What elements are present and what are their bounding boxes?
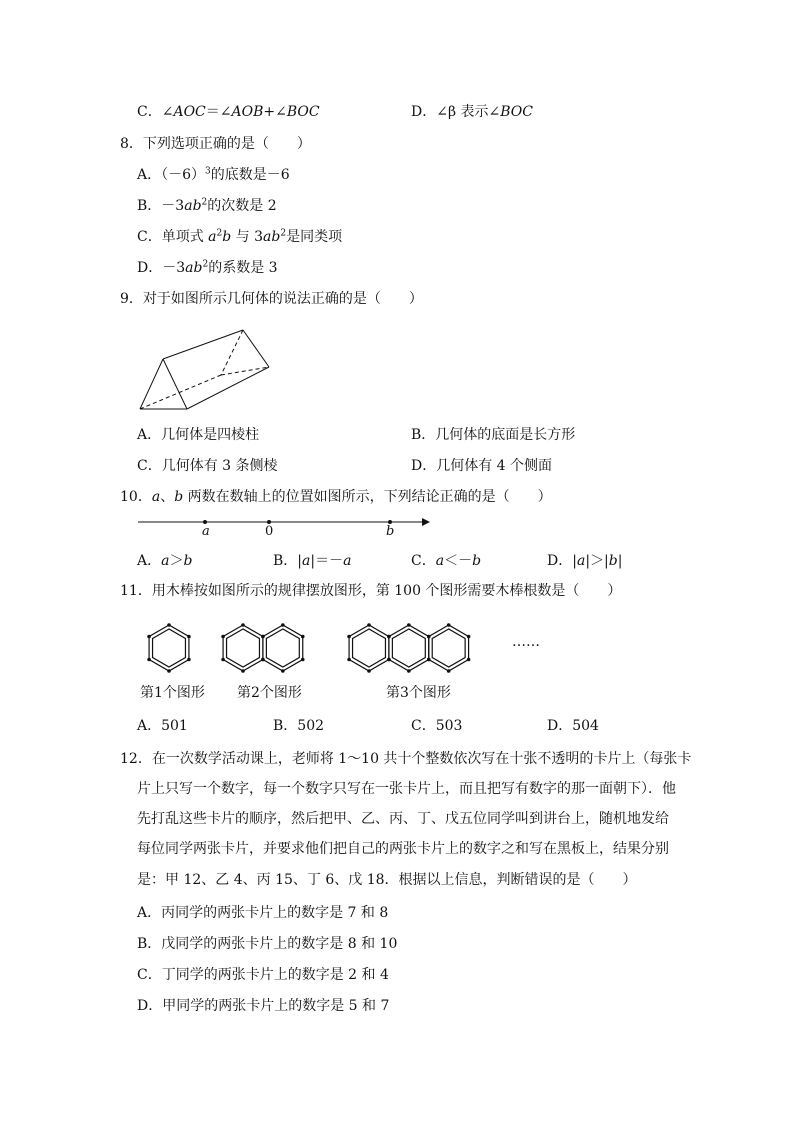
q11-option-d: D．504 — [547, 718, 599, 734]
pattern-ellipsis: …… — [512, 634, 540, 650]
q12-stem-line-2: 片上只写一个数字，每一个数字只写在一张卡片上，而且把写有数字的那一面朝下）．他 — [137, 781, 676, 797]
q9-option-a: A．几何体是四棱柱 — [137, 427, 260, 443]
q8-option-c: C．单项式 $a^2b$ 与 $3ab^2$是同类项 — [137, 228, 343, 245]
q10-option-c: C．a＜－b — [411, 553, 482, 569]
q12-stem-line-1: 12．在一次数学活动课上，老师将 1～10 共十个整数依次写在十张不透明的卡片上（每张卡 — [120, 751, 692, 767]
q12-option-d: D．甲同学的两张卡片上的数字是 5 和 7 — [137, 998, 390, 1014]
q12-stem-line-3: 先打乱这些卡片的顺序，然后把甲、乙、丙、丁、戊五位同学叫到讲台上，随机地发给 — [137, 811, 669, 827]
q9-option-b: B．几何体的底面是长方形 — [411, 427, 576, 443]
q9-option-d: D．几何体有 4 个侧面 — [411, 458, 553, 474]
q7-option-d: D．∠β 表示∠BOC — [411, 104, 533, 120]
figure-1-hexagons — [147, 623, 190, 673]
figure-2-caption: 第2个图形 — [237, 685, 302, 701]
axis-label-0: 0 — [265, 524, 274, 539]
q12-stem-line-5: 是：甲 12、乙 4、丙 15、丁 6、戊 18．根据以上信息，判断错误的是（ ） — [137, 872, 637, 888]
q12-option-a: A．丙同学的两张卡片上的数字是 7 和 8 — [137, 905, 389, 921]
q8-option-a: A．$(-6)^3$的底数是－6 — [137, 166, 290, 183]
q12-stem-line-4: 每位同学两张卡片，并要求他们把自己的两张卡片上的数字之和写在黑板上，结果分别 — [137, 841, 669, 857]
q11-stem: 11．用木棒按如图所示的规律摆放图形，第 100 个图形需要木棒根数是（ ） — [120, 583, 622, 599]
q11-option-c: C．503 — [411, 718, 463, 734]
q10-option-b: B．|a|＝－a — [273, 553, 352, 569]
axis-label-b: b — [386, 524, 395, 539]
q10-option-a: A．a＞b — [137, 553, 193, 569]
q11-option-b: B．502 — [273, 718, 325, 734]
q7-option-c: C．∠AOC＝∠AOB+∠BOC — [137, 104, 320, 120]
q12-option-c: C．丁同学的两张卡片上的数字是 2 和 4 — [137, 967, 389, 983]
q8-stem: 8．下列选项正确的是（ ） — [120, 136, 311, 152]
q9-option-c: C．几何体有 3 条侧棱 — [137, 458, 278, 474]
axis-label-a: a — [202, 524, 210, 539]
q11-option-a: A．501 — [137, 718, 188, 734]
figure-3-hexagons — [347, 623, 470, 673]
q10-option-d: D．|a|＞|b| — [547, 553, 623, 569]
q10-stem: 10．a、b 两数在数轴上的位置如图所示，下列结论正确的是（ ） — [120, 489, 552, 505]
q12-option-b: B．戊同学的两张卡片上的数字是 8 和 10 — [137, 936, 398, 952]
q9-stem: 9．对于如图所示几何体的说法正确的是（ ） — [120, 291, 423, 307]
figure-1-caption: 第1个图形 — [140, 685, 205, 701]
figure-3-caption: 第3个图形 — [386, 685, 451, 701]
figure-2-hexagons — [221, 623, 304, 673]
q8-option-b: B．$-3ab^2$的次数是 2 — [137, 197, 277, 214]
q8-option-d: D．$-3ab^2$的系数是 3 — [137, 259, 278, 276]
